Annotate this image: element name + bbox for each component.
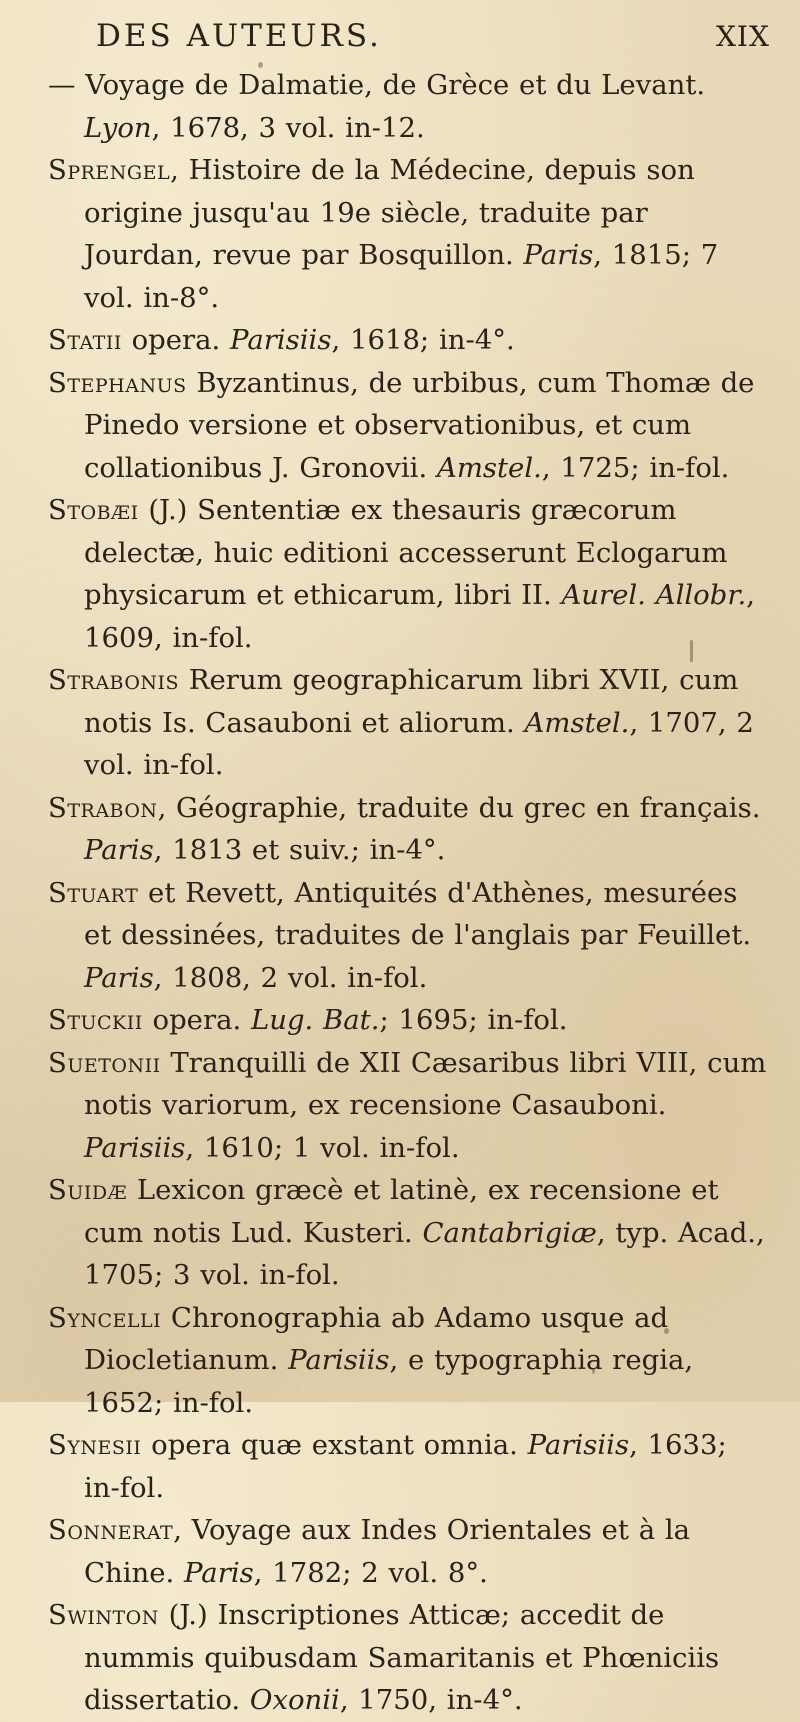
entry-author: Syncelli xyxy=(48,1301,162,1334)
entry-text: (J.) Sententiæ ex thesauris græcorum delectæ, huic editioni accesserunt Eclogarum physicarum et ethicarum, libri II. xyxy=(84,494,728,611)
running-head xyxy=(0,18,800,58)
entry-author: Stephanus xyxy=(48,366,187,399)
entry-imprint: , 1813 et suiv.; in-4°. xyxy=(153,834,446,866)
entry-place: Lyon xyxy=(84,111,152,144)
entry-text: Tranquilli de XII Cæsaribus libri VIII, cum notis variorum, ex recensione Casauboni. xyxy=(84,1046,767,1121)
foxing-spot xyxy=(592,1368,595,1374)
entry-place: Oxonii xyxy=(249,1684,340,1716)
entry-imprint: , e typographia regia, 1652; in-fol. xyxy=(84,1344,694,1419)
entry-imprint: , 1750, in-4°. xyxy=(339,1684,523,1716)
bibliography-entry xyxy=(48,1424,770,1509)
entry-author: Suetonii xyxy=(48,1046,161,1079)
entry-author: Swinton xyxy=(48,1599,159,1631)
entry-author: Strabon xyxy=(48,791,158,824)
entry-author: Stuart xyxy=(48,876,139,909)
entry-text: , Histoire de la Médecine, depuis son origine jusqu'au 19e siècle, traduite par Jourdan, revue par Bosquillon. xyxy=(84,154,695,271)
bibliography-entry xyxy=(48,659,770,787)
bibliography-entry xyxy=(48,489,770,659)
entry-place: Parisiis xyxy=(288,1344,390,1376)
bibliography-entry xyxy=(48,1594,770,1722)
entry-imprint: , 1609, in-fol. xyxy=(84,579,755,654)
entry-place: Paris xyxy=(84,961,154,994)
entry-imprint: , 1782; 2 vol. 8°. xyxy=(253,1556,488,1589)
entry-text: Lexicon græcè et latinè, ex recensione et cum notis Lud. Kusteri. xyxy=(84,1174,719,1249)
bibliography-entry xyxy=(48,1169,770,1297)
entry-place: Aurel. Allobr. xyxy=(561,579,747,611)
entry-author: Strabonis xyxy=(48,664,180,696)
entry-author: Sonnerat xyxy=(48,1514,174,1546)
entry-place: Cantabrigiæ xyxy=(422,1216,597,1249)
bibliography-entry xyxy=(48,319,770,362)
foxing-spot xyxy=(690,640,693,662)
entry-text: et Revett, Antiquités d'Athènes, mesurées et dessinées, traduites de l'anglais par Feuillet. xyxy=(84,876,752,951)
entry-text: opera. xyxy=(142,1004,251,1036)
entry-text: — Voyage de Dalmatie, de Grèce et du Levant. xyxy=(48,69,706,101)
running-head-title: DES AUTEURS. xyxy=(96,18,382,54)
entry-text: (J.) Inscriptiones Atticæ; accedit de nummis quibusdam Samaritanis et Phœniciis dissertatio. xyxy=(84,1599,720,1716)
bibliography-entry xyxy=(48,872,770,1000)
entry-place: Paris xyxy=(184,1556,254,1589)
entry-text: , Voyage aux Indes Orientales et à la Chine. xyxy=(84,1514,691,1589)
foxing-spot xyxy=(258,62,263,68)
entry-imprint: , typ. Acad., 1705; 3 vol. in-fol. xyxy=(84,1216,765,1291)
foxing-spot xyxy=(664,1328,669,1334)
entry-text: opera. xyxy=(121,324,231,356)
entry-text: Byzantinus, de urbibus, cum Thomæ de Pinedo versione et observationibus, et cum collationibus J. Gronovii. xyxy=(84,366,755,484)
entry-place: Amstel. xyxy=(436,451,542,484)
entry-place: Paris xyxy=(84,834,154,866)
entry-author: Statii xyxy=(48,324,122,356)
entry-imprint: , 1678, 3 vol. in-12. xyxy=(151,111,425,144)
bibliography-entry xyxy=(48,1042,770,1170)
bibliography-entry xyxy=(48,149,770,319)
entry-imprint: , 1808, 2 vol. in-fol. xyxy=(153,961,428,994)
bibliography-entry xyxy=(48,64,770,149)
entry-place: Parisiis xyxy=(527,1429,630,1461)
entry-imprint: , 1815; 7 vol. in-8°. xyxy=(84,239,719,314)
entry-text: Rerum geographicarum libri XVII, cum notis Is. Casauboni et aliorum. xyxy=(84,664,739,739)
entry-author: Stuckii xyxy=(48,1004,143,1036)
entry-imprint: , 1610; 1 vol. in-fol. xyxy=(185,1131,460,1164)
bibliography-entry xyxy=(48,362,770,490)
bibliography-entry xyxy=(48,999,770,1042)
bibliography-entry xyxy=(48,1297,770,1425)
entry-author: Synesii xyxy=(48,1429,142,1461)
entry-imprint: , 1618; in-4°. xyxy=(331,324,515,356)
entry-author: Sprengel xyxy=(48,154,171,186)
entry-place: Parisiis xyxy=(84,1131,186,1164)
entry-imprint: ; 1695; in-fol. xyxy=(379,1004,568,1036)
entry-text: , Géographie, traduite du grec en français. xyxy=(157,791,761,824)
entry-place: Parisiis xyxy=(230,324,332,356)
entry-imprint: , 1633; in-fol. xyxy=(84,1429,727,1504)
entry-imprint: , 1725; in-fol. xyxy=(541,451,730,484)
entry-place: Amstel. xyxy=(524,706,630,739)
bibliography-list xyxy=(48,64,770,1722)
bibliography-entry xyxy=(48,1509,770,1594)
entry-place: Lug. Bat. xyxy=(250,1004,380,1036)
entry-text: Chronographia ab Adamo usque ad Diocletianum. xyxy=(84,1301,669,1376)
entry-author: Stobæi xyxy=(48,494,139,526)
entry-author: Suidæ xyxy=(48,1174,128,1206)
entry-text: opera quæ exstant omnia. xyxy=(141,1429,528,1461)
entry-place: Paris xyxy=(523,239,594,271)
foxing-spot xyxy=(470,1232,473,1238)
entry-imprint: , 1707, 2 vol. in-fol. xyxy=(84,706,754,781)
bibliography-entry xyxy=(48,787,770,872)
page-number: XIX xyxy=(716,20,770,53)
